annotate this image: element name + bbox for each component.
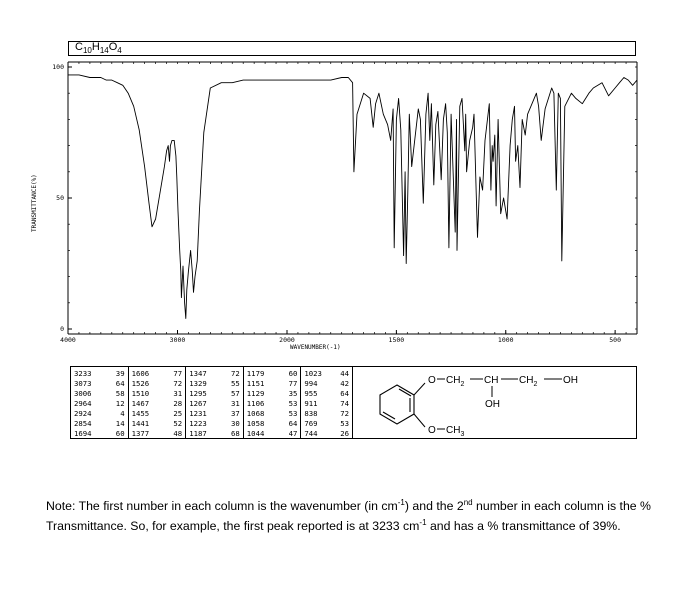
benzene-ring (380, 385, 414, 424)
peak-wavenumber: 1510 (131, 389, 150, 398)
peak-row (189, 409, 240, 419)
peak-wavenumber: 2964 (74, 399, 92, 408)
peak-wavenumber: 769 (304, 419, 318, 428)
peak-wavenumber: 1151 (246, 379, 265, 388)
peak-transmittance: 37 (230, 409, 240, 418)
peak-transmittance: 53 (340, 419, 350, 428)
peak-row (247, 369, 298, 379)
peak-transmittance: 74 (340, 399, 350, 408)
ch2-right: $CH_2$ (519, 375, 538, 388)
note-text: Note: The first number in each column is the wavenumber (in $cm^{-1}$) and the 2nd number in each column is the % Transmittance. So, for example, the first peak reported is at 3233 $cm^{-1}$ and has a % transmittance of 39%. (46, 497, 651, 533)
peak-wavenumber: 744 (304, 429, 318, 438)
ch-center: CH (484, 375, 499, 386)
peak-transmittance: 14 (115, 419, 125, 428)
peak-transmittance: 64 (340, 389, 350, 398)
ring-o-bond-bottom (414, 414, 425, 427)
peak-row (189, 389, 240, 399)
y-tick-labels (52, 63, 72, 333)
ring-o-bond-top (414, 383, 425, 395)
peak-row (189, 379, 240, 389)
peak-wavenumber: 838 (304, 409, 318, 418)
peak-transmittance: 64 (288, 419, 298, 428)
peak-column (71, 367, 129, 438)
peak-transmittance: 39 (115, 369, 125, 378)
peak-wavenumber: 1068 (246, 409, 265, 418)
peak-transmittance: 47 (288, 429, 298, 438)
peak-wavenumber: 1044 (246, 429, 265, 438)
peak-wavenumber: 1526 (131, 379, 150, 388)
peak-table (70, 366, 353, 439)
peak-transmittance: 52 (173, 419, 183, 428)
peak-row (189, 419, 240, 429)
peak-transmittance: 31 (173, 389, 183, 398)
peak-column (244, 367, 302, 438)
peak-row (304, 399, 349, 409)
x-tick-label-4000: 4000 (60, 336, 76, 344)
peak-column (186, 367, 244, 438)
peak-transmittance: 57 (230, 389, 240, 398)
peak-row (132, 369, 183, 379)
peak-transmittance: 72 (173, 379, 183, 388)
peak-wavenumber: 1455 (131, 409, 150, 418)
peak-row (304, 419, 349, 429)
peak-row (132, 389, 183, 399)
peak-wavenumber: 1106 (246, 399, 265, 408)
y-tick-label-0: 0 (60, 325, 64, 333)
peak-transmittance: 4 (120, 409, 125, 418)
peak-wavenumber: 1694 (74, 429, 92, 438)
peak-wavenumber: 994 (304, 379, 318, 388)
x-axis-label: WAVENUMBER(-1) (290, 344, 341, 351)
peak-wavenumber: 3073 (74, 379, 92, 388)
peak-transmittance: 42 (340, 379, 350, 388)
peak-transmittance: 77 (288, 379, 298, 388)
peak-wavenumber: 955 (304, 389, 318, 398)
hydroxyl-bottom: OH (485, 399, 500, 410)
peak-row (247, 379, 298, 389)
peak-row (74, 419, 125, 429)
peak-wavenumber: 1377 (131, 429, 150, 438)
peak-wavenumber: 1179 (246, 369, 265, 378)
peak-transmittance: 35 (288, 389, 298, 398)
peak-row (304, 429, 349, 439)
peak-row (132, 379, 183, 389)
peak-transmittance: 48 (173, 429, 183, 438)
peak-wavenumber: 1129 (246, 389, 265, 398)
peak-transmittance: 53 (288, 399, 298, 408)
peak-transmittance: 55 (230, 379, 240, 388)
peak-wavenumber: 911 (304, 399, 318, 408)
x-tick-label-2000: 2000 (279, 336, 295, 344)
peak-row (132, 409, 183, 419)
peak-row (247, 419, 298, 429)
y-axis-label: TRANSMITTANCE(%) (31, 174, 38, 232)
peak-transmittance: 25 (173, 409, 183, 418)
peak-transmittance: 31 (230, 399, 240, 408)
hydroxyl-right: OH (563, 375, 578, 386)
peak-row (189, 429, 240, 439)
peak-transmittance: 72 (340, 409, 350, 418)
peak-row (132, 419, 183, 429)
peak-transmittance: 44 (340, 369, 350, 378)
peak-row (74, 409, 125, 419)
peak-wavenumber: 3233 (74, 369, 92, 378)
molecular-structure (353, 367, 638, 440)
x-tick-label-3000: 3000 (169, 336, 186, 344)
peak-wavenumber: 1441 (131, 419, 150, 428)
peak-transmittance: 53 (288, 409, 298, 418)
y-tick-label-100: 100 (52, 63, 64, 71)
peak-wavenumber: 1023 (304, 369, 322, 378)
peak-row (304, 409, 349, 419)
peak-wavenumber: 1223 (189, 419, 207, 428)
peak-transmittance: 26 (340, 429, 350, 438)
peak-wavenumber: 1347 (189, 369, 207, 378)
peak-row (304, 379, 349, 389)
methyl-group: $CH_3$ (446, 425, 465, 438)
peak-transmittance: 64 (115, 379, 125, 388)
peak-row (304, 369, 349, 379)
peak-row (189, 399, 240, 409)
structure-box (352, 366, 637, 439)
peak-transmittance: 12 (115, 399, 125, 408)
peak-transmittance: 68 (230, 429, 240, 438)
peak-row (74, 379, 125, 389)
peak-wavenumber: 1231 (189, 409, 207, 418)
peak-wavenumber: 1329 (189, 379, 207, 388)
peak-wavenumber: 1295 (189, 389, 207, 398)
peak-wavenumber: 2854 (74, 419, 92, 428)
peak-transmittance: 72 (230, 369, 240, 378)
peak-transmittance: 30 (230, 419, 240, 428)
peak-row (74, 369, 125, 379)
peak-transmittance: 58 (115, 389, 125, 398)
peak-transmittance: 77 (173, 369, 183, 378)
peak-wavenumber: 3006 (74, 389, 92, 398)
peak-row (132, 429, 183, 439)
x-tick-label-1500: 1500 (388, 336, 405, 344)
peak-wavenumber: 1058 (246, 419, 265, 428)
peak-wavenumber: 1187 (189, 429, 207, 438)
peak-row (247, 409, 298, 419)
chart-title: $C_{10}H_{14}O_4$ (75, 41, 122, 56)
peak-wavenumber: 1267 (189, 399, 207, 408)
peak-row (189, 369, 240, 379)
peak-row (247, 399, 298, 409)
peak-transmittance: 28 (173, 399, 183, 408)
peak-row (247, 429, 298, 439)
spectrum-series-line (68, 75, 637, 319)
peak-row (247, 389, 298, 399)
y-tick-label-50: 50 (56, 194, 64, 202)
ch2-left: $CH_2$ (446, 375, 465, 388)
peak-column (301, 367, 352, 438)
x-tick-label-500: 500 (609, 336, 621, 344)
ether-oxygen-bottom: O (428, 425, 436, 436)
x-tick-label-1000: 1000 (497, 336, 514, 344)
peak-wavenumber: 2924 (74, 409, 92, 418)
peak-row (74, 389, 125, 399)
peak-transmittance: 60 (115, 429, 125, 438)
peak-row (132, 399, 183, 409)
peak-row (304, 389, 349, 399)
peak-wavenumber: 1606 (131, 369, 150, 378)
peak-row (74, 399, 125, 409)
peak-row (74, 429, 125, 439)
peak-column (129, 367, 187, 438)
ether-oxygen-top: O (428, 375, 436, 386)
peak-wavenumber: 1467 (131, 399, 150, 408)
peak-transmittance: 60 (288, 369, 298, 378)
